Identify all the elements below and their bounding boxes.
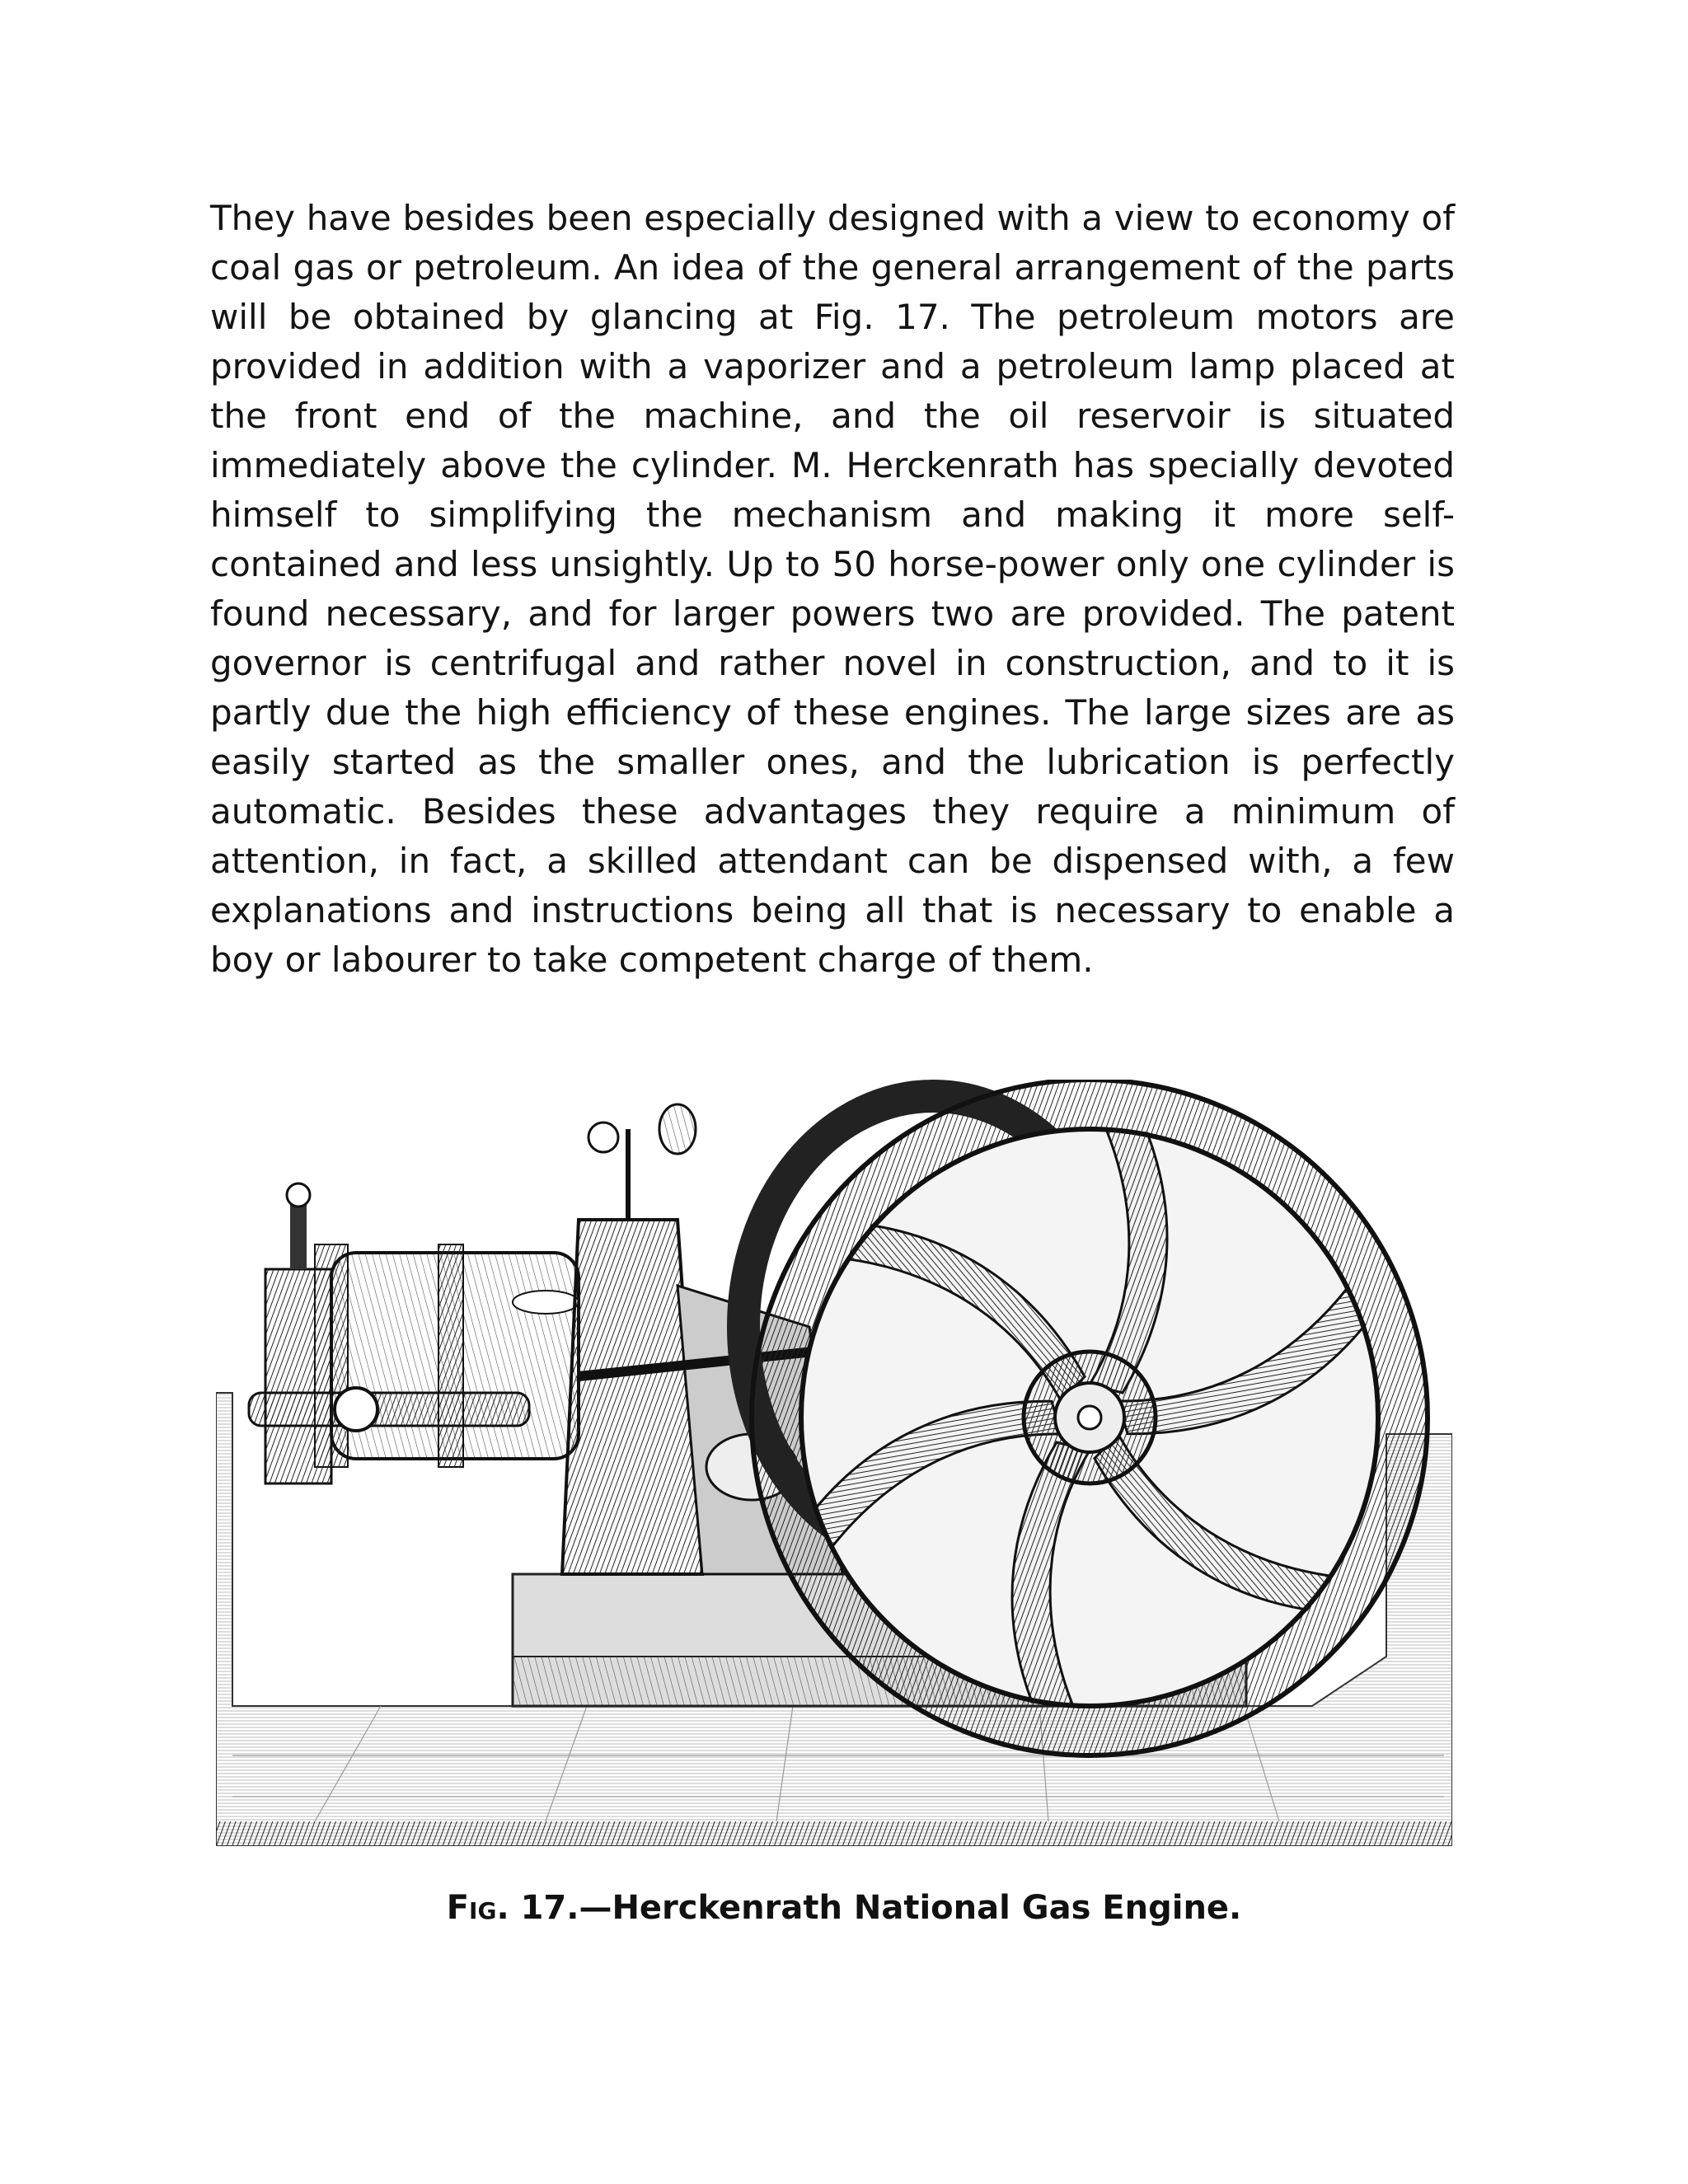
engine-illustration bbox=[216, 1080, 1452, 1846]
body-paragraph: They have besides been especially designed with a view to economy of coal gas or petroleum. An idea of the general arrangement of the parts will be obtained by glancing at Fig. 17. The petroleum motors are provided in addition with a vaporizer and a petroleum lamp placed at the front end of the machine, and the oil reservoir is situated immediately above the cylinder. M. Herckenrath has specially devoted himself to simplifying the mechanism and making it more self-contained and less unsightly. Up to 50 horse-power only one cylinder is found necessary, and for larger powers two are provided. The patent governor is centrifugal and rather novel in construction, and to it is partly due the high efficiency of these engines. The large sizes are as easily started as the smaller ones, and the lubrication is perfectly automatic. Besides these advantages they require a minimum of attention, in fact, a skilled attendant can be dispensed with, a few explanations and instructions being all that is necessary to enable a boy or labourer to take competent charge of them. bbox=[210, 198, 1455, 980]
flywheel bbox=[752, 1080, 1428, 1755]
engine-frame bbox=[562, 1220, 702, 1574]
side-shaft bbox=[249, 1393, 529, 1426]
valve-gear bbox=[265, 1269, 331, 1483]
caption-prefix: Fig. bbox=[446, 1889, 509, 1927]
caption-text: 17.—Herckenrath National Gas Engine. bbox=[509, 1889, 1242, 1927]
floor-edge bbox=[216, 1821, 1452, 1846]
figure-caption bbox=[0, 1887, 1688, 1929]
governor bbox=[659, 1104, 696, 1154]
engine-engraving bbox=[216, 1080, 1452, 1846]
